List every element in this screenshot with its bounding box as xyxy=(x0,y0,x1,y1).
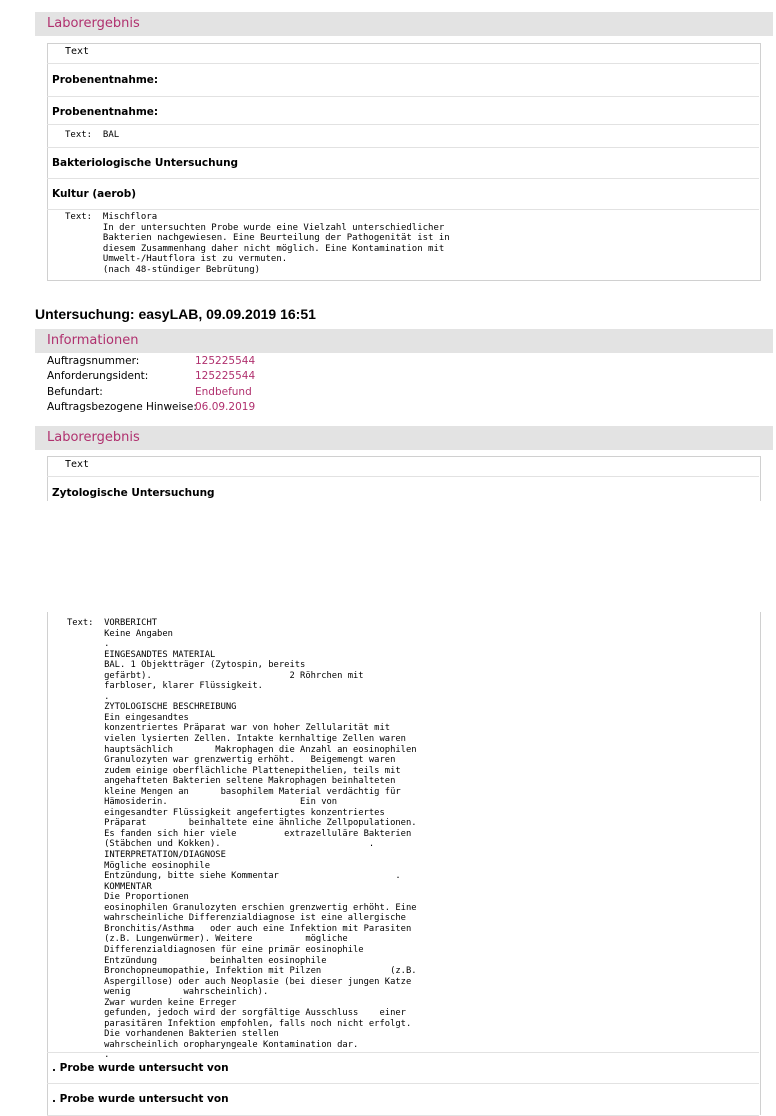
info-label-anforderungsident: Anforderungsident: xyxy=(47,370,149,382)
info-label-befundart: Befundart: xyxy=(47,386,103,398)
kultur-result-text: Text: Mischflora In der untersuchten Probe wurde eine Vielzahl unterschiedlicher Bakterien nachgewiesen. Eine Beurteilung der Pathogenität ist in diesem Zusammenhang daher nicht möglich. Eine Kontamination mit Umwelt-/Hautflora ist zu vermuten. (nach 48-stündiger Bebrütung) xyxy=(65,212,450,275)
probe-untersucht-label-2: . Probe wurde untersucht von xyxy=(52,1093,229,1105)
text-label-2: Text xyxy=(65,459,90,470)
laborergebnis-header xyxy=(35,12,773,36)
informationen-title: Informationen xyxy=(47,333,139,348)
bal-row xyxy=(47,124,759,148)
kultur-row xyxy=(47,178,759,210)
bal-text: Text: BAL xyxy=(65,130,120,140)
informationen-header xyxy=(35,329,773,353)
text-header-row-2 xyxy=(47,456,759,477)
probe-untersucht-row-1 xyxy=(47,1052,759,1084)
zytologie-row xyxy=(47,477,759,499)
probenentnahme-row-1 xyxy=(47,63,759,97)
zytologie-report-text: Text: VORBERICHT Keine Angaben . EINGESANDTES MATERIAL BAL. 1 Objektträger (Zytospin, bereits gefärbt). 2 Röhrchen mit farbloser, klarer Flüssigkeit. . ZYTOLOGISCHE BESCHREIBUNG Ein eingesandtes konzentriertes Präparat war von hoher Zellularität mit vielen lysierten Zellen. Intakte kernhaltige Zellen waren hauptsächlich Makrophagen die Anzahl an eosinophilen Granulozyten war grenzwertig erhöht. Beigemengt waren zudem einige oberflächliche Plattenepithelien, teils mit angehafteten Bakterien seltene Makrophagen beinhalteten kleine Mengen an basophilem Material verdächtig für Hämosiderin. Ein von eingesandter Flüssigkeit angefertigtes konzentriertes Präparat beinhaltete eine ähnliche Zellpopulationen. Es fanden sich hier viele extrazelluläre Bakterien (Stäbchen und Kokken). . INTERPRETATION/DIAGNOSE Mögliche eosinophile Entzündung, bitte siehe Kommentar . KOMMENTAR Die Proportionen eosinophilen Granulozyten erschien grenzwertig erhöht. Eine wahrscheinliche Differenzialdiagnose ist eine allergische Bronchitis/Asthma oder auch eine Infektion mit Parasiten (z.B. Lungenwürmer). Weitere mögliche Differenzialdiagnosen für eine primär eosinophile Entzündung beinhalten eosinophile Bronchopneumopathie, Infektion mit Pilzen (z.B. Aspergillose) oder auch Neoplasie (bei dieser jungen Katze wenig wahrscheinlich). Zwar wurden keine Erreger gefunden, jedoch wird der sorgfältige Ausschluss einer parasitären Infektion empfohlen, falls noch nicht erfolgt. Die vorhandenen Bakterien stellen wahrscheinlich oropharyngeale Kontamination dar. . xyxy=(67,618,417,1061)
untersuchung-title: Untersuchung: easyLAB, 09.09.2019 16:51 xyxy=(35,306,316,322)
laborergebnis-title: Laborergebnis xyxy=(47,16,140,31)
probe-untersucht-label-1: . Probe wurde untersucht von xyxy=(52,1062,229,1074)
probe-untersucht-row-2 xyxy=(47,1083,759,1116)
info-label-auftragsnummer: Auftragsnummer: xyxy=(47,355,140,367)
kultur-label: Kultur (aerob) xyxy=(52,188,137,200)
laborergebnis-title-2: Laborergebnis xyxy=(47,430,140,445)
probenentnahme-label-2: Probenentnahme: xyxy=(52,106,159,118)
info-label-hinweise: Auftragsbezogene Hinweise: xyxy=(47,401,197,413)
info-value-auftragsnummer: 125225544 xyxy=(195,355,256,367)
info-value-hinweise: 06.09.2019 xyxy=(195,401,256,413)
bakteriologie-label: Bakteriologische Untersuchung xyxy=(52,157,239,169)
zytologie-label: Zytologische Untersuchung xyxy=(52,487,215,499)
probenentnahme-row-2 xyxy=(47,96,759,125)
text-header-row xyxy=(47,43,759,64)
probenentnahme-label-1: Probenentnahme: xyxy=(52,74,159,86)
text-label: Text xyxy=(65,46,90,57)
info-value-anforderungsident: 125225544 xyxy=(195,370,256,382)
laborergebnis-header-2 xyxy=(35,426,773,450)
bakteriologie-row xyxy=(47,147,759,179)
info-value-befundart: Endbefund xyxy=(195,386,252,398)
